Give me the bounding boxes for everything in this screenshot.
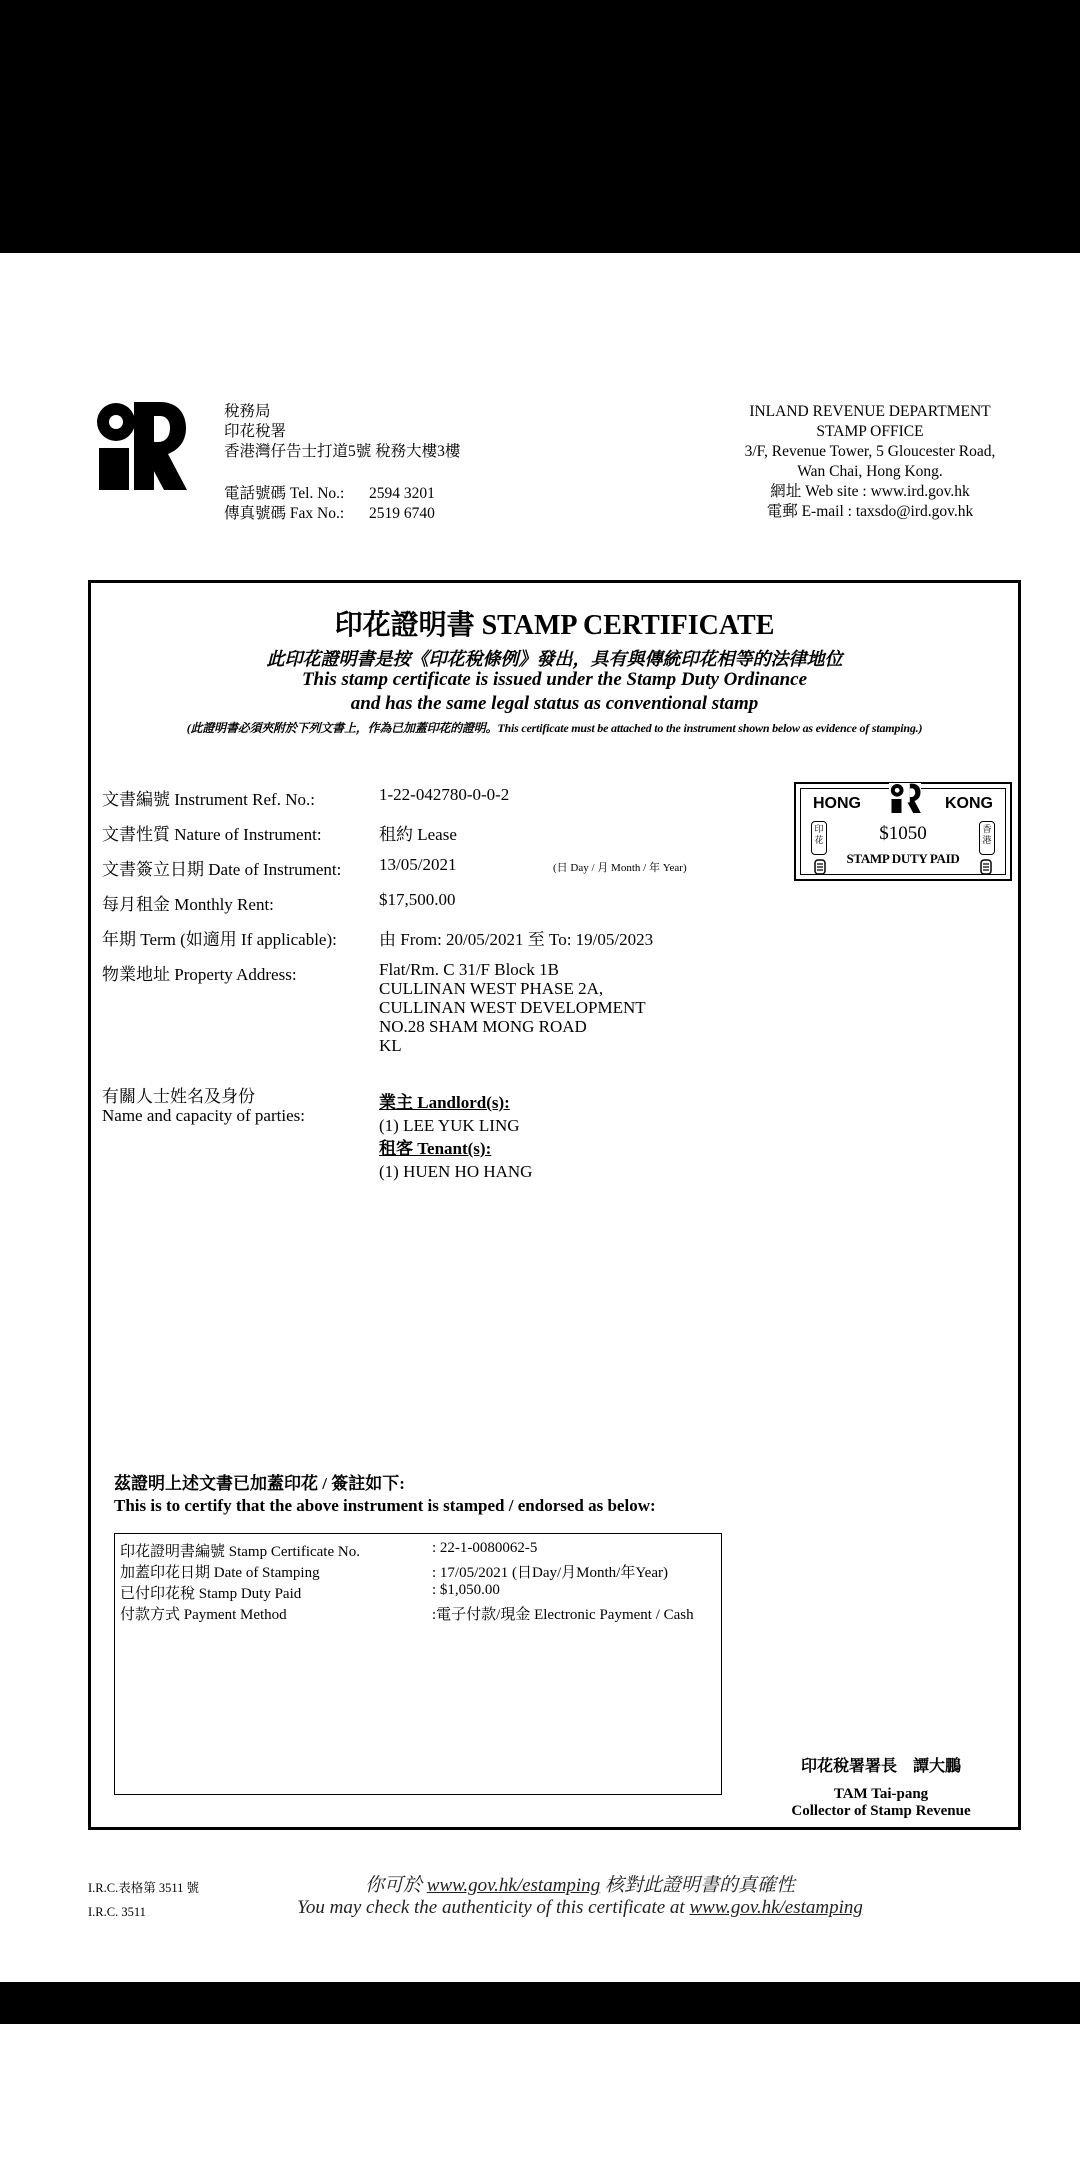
certify-statement [114, 1473, 656, 1517]
tel-number: 2594 3201 [369, 485, 435, 502]
fax-number: 2519 6740 [369, 505, 435, 522]
attachment-note: (此證明書必須夾附於下列文書上，作為已加蓋印花的證明。This certificate must be attached to the instrument shown below as evidence of stamping.) [186, 721, 923, 735]
cert-no-value: : 22-1-0080062-5 [432, 1540, 538, 1556]
stamp-date-label: 加蓋印花日期 Date of Stamping [120, 1565, 320, 1581]
ird-logo-icon [92, 400, 187, 490]
tenant-name: (1) HUEN HO HANG [379, 1162, 533, 1181]
tenant-label: 租客 Tenant(s): [379, 1139, 492, 1158]
rent-label: 每月租金 Monthly Rent: [102, 895, 274, 914]
subtitle-en-2: and has the same legal status as conventional stamp [350, 693, 759, 714]
header-right-contact [720, 402, 1020, 522]
address-cn: 香港灣仔告士打道5號 稅務大樓3樓 [224, 443, 461, 460]
address-line: Flat/Rm. C 31/F Block 1B [379, 960, 559, 979]
ref-value: 1-22-042780-0-0-2 [379, 785, 510, 804]
rent-value: $17,500.00 [379, 890, 456, 909]
address-line: NO.28 SHAM MONG ROAD [379, 1017, 587, 1036]
parties-label [102, 1087, 305, 1125]
parties-value [379, 1091, 532, 1183]
stamp-lion-icon [813, 859, 827, 875]
payment-method-value: :電子付款/現金 Electronic Payment / Cash [432, 1607, 694, 1623]
stamp-duty-paid-stamp [794, 782, 1012, 881]
stamp-ird-logo-icon [889, 783, 921, 813]
stamp-date-value: : 17/05/2021 (日Day/月Month/年Year) [432, 1565, 668, 1581]
parties-label-cn: 有關人士姓名及身份 [102, 1087, 255, 1106]
address-line: CULLINAN WEST DEVELOPMENT [379, 998, 646, 1017]
address-label: 物業地址 Property Address: [102, 965, 297, 984]
duty-paid-value: : $1,050.00 [432, 1582, 500, 1598]
parties-label-en: Name and capacity of parties: [102, 1106, 305, 1125]
address-line: KL [379, 1036, 402, 1055]
subtitle-cn: 此印花證明書是按《印花稅條例》發出，具有與傳統印花相等的法律地位 [266, 649, 843, 669]
authenticity-cn-prefix: 你可於 [365, 1875, 427, 1896]
nature-label: 文書性質 Nature of Instrument: [102, 825, 322, 844]
ref-label: 文書編號 Instrument Ref. No.: [102, 790, 315, 809]
address-value [379, 960, 646, 1055]
collector-title-cn: 印花稅署署長 譚大鵬 [800, 1758, 961, 1775]
stamp-amount: $1050 [879, 823, 927, 844]
term-label: 年期 Term (如適用 If applicable): [102, 930, 337, 949]
address-line-1: 3/F, Revenue Tower, 5 Gloucester Road, [744, 443, 996, 460]
email: 電郵 E-mail : taxsdo@ird.gov.hk [766, 503, 974, 520]
landlord-name: (1) LEE YUK LING [379, 1116, 520, 1135]
stamp-kong: KONG [945, 795, 993, 812]
top-black-bar [0, 0, 1080, 253]
office-name-en: STAMP OFFICE [816, 423, 924, 440]
stamp-seal-left: 印花 [811, 821, 827, 855]
authenticity-cn-suffix: 核對此證明書的真確性 [600, 1875, 795, 1896]
office-name-cn: 印花稅署 [224, 423, 287, 440]
landlord-label: 業主 Landlord(s): [379, 1093, 510, 1112]
form-number-cn: I.R.C.表格第 3511 號 [88, 1881, 199, 1895]
authenticity-note-cn [160, 1870, 1000, 1897]
date-value: 13/05/2021 [379, 855, 457, 874]
stamp-lion-icon [979, 859, 993, 875]
header-left-contact [224, 402, 460, 524]
stamp-hong: HONG [813, 795, 861, 812]
certify-en: This is to certify that the above instrument is stamped / endorsed as below: [114, 1496, 656, 1515]
date-format-hint: (日 Day / 月 Month / 年 Year) [553, 862, 687, 874]
stamp-seal-right: 香港 [979, 821, 995, 855]
term-value: 由 From: 20/05/2021 至 To: 19/05/2023 [379, 930, 654, 949]
stamping-details-box [114, 1533, 722, 1795]
address-line-2: Wan Chai, Hong Kong. [797, 463, 943, 480]
tel-label: 電話號碼 Tel. No.: [224, 485, 345, 502]
fax-label: 傳真號碼 Fax No.: [224, 505, 345, 522]
payment-method-label: 付款方式 Payment Method [120, 1607, 287, 1623]
stamp-paid-label: STAMP DUTY PAID [846, 851, 960, 866]
authenticity-note-en [160, 1897, 1000, 1919]
estamping-link[interactable]: www.gov.hk/estamping [689, 1897, 863, 1918]
collector-signature-block [781, 1753, 981, 1820]
form-number-en: I.R.C. 3511 [88, 1905, 146, 1919]
collector-name-en: TAM Tai-pang [833, 1786, 929, 1802]
bottom-black-bar [0, 1982, 1080, 2024]
stamp-inner-border [800, 788, 1006, 875]
authenticity-en-prefix: You may check the authenticity of this certificate at [297, 1897, 690, 1918]
website: 網址 Web site : www.ird.gov.hk [770, 483, 970, 500]
estamping-link[interactable]: www.gov.hk/estamping [426, 1875, 601, 1896]
certify-cn: 茲證明上述文書已加蓋印花 / 簽註如下: [114, 1474, 405, 1493]
certificate-title: 印花證明書 STAMP CERTIFICATE [334, 610, 775, 641]
nature-value: 租約 Lease [379, 825, 457, 844]
stamp-certificate [88, 580, 1021, 1830]
subtitle-en-1: This stamp certificate is issued under the Stamp Duty Ordinance [301, 669, 808, 690]
dept-name-en: INLAND REVENUE DEPARTMENT [749, 403, 991, 420]
date-label: 文書簽立日期 Date of Instrument: [102, 860, 342, 879]
dept-name-cn: 稅務局 [224, 403, 271, 420]
address-line: CULLINAN WEST PHASE 2A, [379, 979, 604, 998]
duty-paid-label: 已付印花稅 Stamp Duty Paid [120, 1586, 302, 1602]
collector-title-en: Collector of Stamp Revenue [791, 1803, 971, 1819]
cert-no-label: 印花證明書編號 Stamp Certificate No. [120, 1544, 360, 1560]
